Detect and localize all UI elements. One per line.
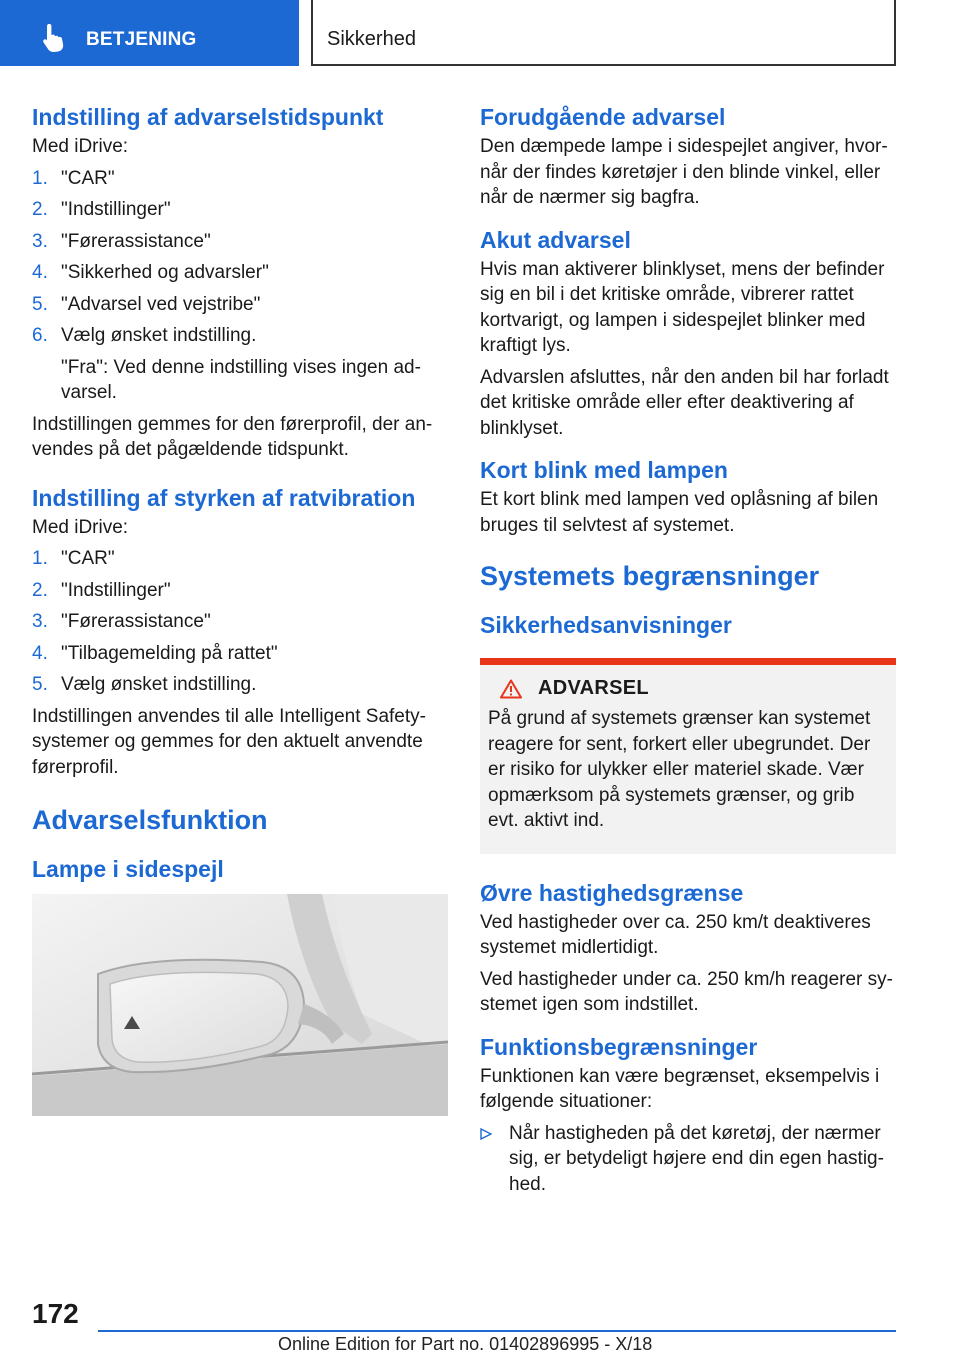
- step-number: 2.: [32, 199, 48, 220]
- applied-text: Indstillingen anvendes til alle Intelligent Safety-systemer og gemmes for den aktuelt anvendte førerprofil.: [32, 705, 426, 778]
- step-text: "Indstillinger": [61, 199, 171, 220]
- heading-speed-limit: Øvre hastighedsgrænse: [480, 879, 744, 906]
- step-item: [32, 578, 450, 604]
- saved-text: Indstillingen gemmes for den førerprofil, der an-vendes på det pågældende tidspunkt.: [32, 413, 433, 460]
- hand-pointer-icon: [38, 24, 68, 52]
- step-number: 3.: [32, 230, 48, 252]
- bullet-triangle-icon: [480, 1128, 492, 1140]
- limits-bullet-list: [480, 1121, 896, 1198]
- side-mirror-image: [32, 894, 448, 1116]
- warning-title: ADVARSEL: [538, 677, 649, 699]
- edition-text: Online Edition for Part no. 01402896995 - X/18: [278, 1334, 653, 1354]
- left-column: [32, 102, 450, 1116]
- warning-title-row: [488, 677, 882, 700]
- heading-warning-time: Indstilling af advarselstidspunkt: [32, 104, 384, 130]
- step-text: "CAR": [61, 548, 115, 569]
- step-text: "Sikkerhed og advarsler": [61, 262, 269, 283]
- step-text: Vælg ønsket indstilling.: [61, 674, 257, 695]
- heading-lamp: Lampe i sidespejl: [32, 856, 224, 882]
- step-item: [32, 641, 450, 667]
- function-limits-text: Funktionen kan være begrænset, eksempelvis i følgende situationer:: [480, 1065, 880, 1112]
- step-text: "Førerassistance": [61, 230, 211, 252]
- heading-pre-warning: Forudgående advarsel: [480, 104, 726, 130]
- section-tab: [0, 0, 299, 66]
- side-mirror-illustration: [32, 894, 448, 1116]
- warning-triangle-icon: [500, 679, 522, 699]
- speed-text-2: Ved hastigheder under ca. 250 km/h reagerer sy-stemet igen som indstillet.: [480, 968, 893, 1015]
- step-text: "Tilbagemelding på rattet": [61, 642, 278, 664]
- step-item: [32, 229, 450, 255]
- step-item: [32, 197, 450, 223]
- step-item: [32, 546, 450, 572]
- footer-rule: [98, 1330, 896, 1332]
- step-text: "Indstillinger": [61, 579, 171, 601]
- heading-function-limits: Funktionsbegrænsninger: [480, 1033, 758, 1060]
- step-number: 4.: [32, 642, 48, 664]
- step-item: [32, 609, 450, 635]
- short-blink-text: Et kort blink med lampen ved oplåsning af bilen bruges til selvtest af systemet.: [480, 489, 879, 536]
- step-item: [32, 166, 450, 192]
- pre-warning-text: Den dæmpede lampe i sidespejlet angiver, hvor-når der findes køretøjer i den blinde vinkel, eller når de nærmer sig bagfra.: [480, 136, 888, 208]
- heading-safety: Sikkerhedsanvisninger: [480, 612, 732, 638]
- step-number: 3.: [32, 611, 48, 632]
- step-text: Vælg ønsket indstilling.: [61, 325, 257, 346]
- step-number: 4.: [32, 262, 48, 283]
- step-text: "Førerassistance": [61, 611, 211, 632]
- bullet-item: [480, 1121, 896, 1198]
- page-number: 172: [32, 1298, 79, 1329]
- speed-text-1: Ved hastigheder over ca. 250 km/t deaktiveres systemet midlertidigt.: [480, 911, 871, 958]
- section-label: BETJENING: [86, 29, 197, 50]
- step-number: 2.: [32, 579, 48, 601]
- step-item: [32, 323, 450, 349]
- step-item: [32, 292, 450, 318]
- acute-warning-text-1: Hvis man aktiverer blinklyset, mens der befinder sig en bil i det kritiske område, vibrerer rattet kortvarigt, og lampen i sidespejlet blinker med kraftigt lys.: [480, 258, 885, 356]
- heading-acute-warning: Akut advarsel: [480, 226, 631, 253]
- acute-warning-text-2: Advarslen afsluttes, når den anden bil har forladt det kritiske område eller efter deaktivering af blinklyset.: [480, 366, 889, 439]
- step-number: 1.: [32, 548, 48, 569]
- step-text: "CAR": [61, 167, 115, 189]
- idrive-intro-2: Med iDrive:: [32, 516, 129, 538]
- idrive-intro-1: Med iDrive:: [32, 136, 129, 157]
- bullet-text: Når hastigheden på det køretøj, der nærmer sig, er betydeligt højere end din egen hastig-hed.: [509, 1122, 884, 1195]
- step-item: [32, 260, 450, 286]
- step6-note: "Fra": Ved denne indstilling vises ingen ad-varsel.: [61, 356, 421, 403]
- steps-list-1: [32, 166, 450, 349]
- step-number: 5.: [32, 674, 48, 695]
- heading-short-blink: Kort blink med lampen: [480, 457, 728, 483]
- step-text: "Advarsel ved vejstribe": [61, 293, 261, 315]
- step-number: 1.: [32, 167, 48, 189]
- right-column: [480, 102, 896, 1197]
- step-number: 5.: [32, 293, 48, 315]
- heading-vibration: Indstilling af styrken af ratvibration: [32, 484, 416, 511]
- subsection-label: Sikkerhed: [327, 28, 416, 50]
- heading-function: Advarselsfunktion: [32, 805, 268, 835]
- steps-list-2: [32, 546, 450, 698]
- warning-box: [480, 658, 896, 854]
- subsection-box: [311, 0, 896, 66]
- heading-system-limits: Systemets begrænsninger: [480, 561, 820, 591]
- step-item: [32, 672, 450, 698]
- warning-text: På grund af systemets grænser kan systemet reagere for sent, forkert eller ubegrundet. Der er risiko for ulykker eller materiel skade. Vær opmærksom på systemets grænser, og grib evt. aktivt ind.: [488, 708, 871, 831]
- step-number: 6.: [32, 325, 48, 346]
